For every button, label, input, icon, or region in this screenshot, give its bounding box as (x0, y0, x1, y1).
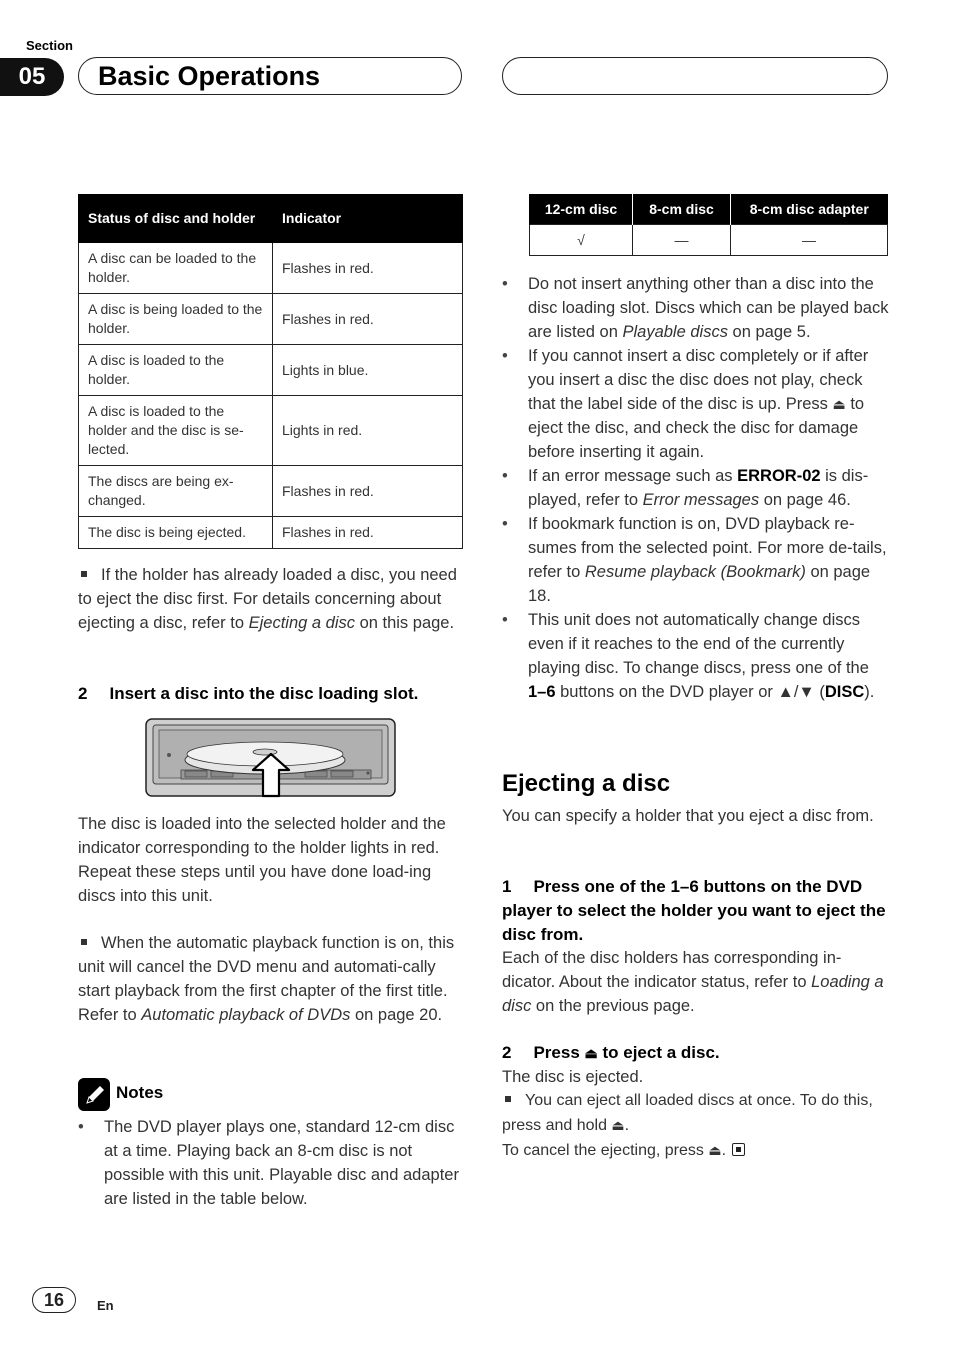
table-header-status: Status of disc and holder (79, 195, 273, 243)
note-eject-all: You can eject all loaded discs at once. To do this, press and hold ⏏. To cancel the ejecting, press ⏏. (502, 1092, 873, 1159)
status-cell: A disc can be loaded to the holder. (79, 243, 273, 294)
language-label: En (97, 1298, 114, 1313)
eject-icon: ⏏ (584, 1045, 598, 1061)
note-square-icon (81, 571, 87, 577)
status-cell: A disc is being loaded to the holder. (79, 294, 273, 345)
indicator-cell: Flashes in red. (273, 243, 463, 294)
notes-title: Notes (116, 1083, 164, 1102)
notes-pen-icon (78, 1078, 110, 1111)
status-cell: The discs are being ex-changed. (79, 466, 273, 517)
eject-icon: ⏏ (832, 396, 846, 412)
note-auto-playback: When the automatic playback function is on, this unit will cancel the DVD menu and automati-cally start playback from the first chapter of the first title. Refer to Automatic playback of DVDs on page 20. (78, 934, 455, 1024)
table-row (79, 243, 463, 294)
step-2-insert: 2 Insert a disc into the disc loading slot. (78, 684, 419, 703)
list-item: • If you cannot insert a disc completely or if after you insert a disc the disc does not play, check that the label side of the disc is up. Press ⏏ to eject the disc, and check the disc for damage before inserting it again. (502, 344, 890, 464)
eject-icon: ⏏ (708, 1142, 722, 1158)
note-square-icon (81, 939, 87, 945)
header-right-frame (502, 57, 888, 95)
ejecting-heading: Ejecting a disc (502, 770, 671, 797)
cell-adapter: — (731, 225, 888, 256)
page-title: Basic Operations (98, 61, 321, 91)
notes-list (78, 1115, 464, 1211)
header-adapter: 8-cm disc adapter (731, 194, 888, 225)
list-item: • If an error message such as ERROR-02 is dis-played, refer to Error messages on page 46. (502, 464, 890, 512)
table-row (530, 225, 888, 256)
step-2-result: The disc is ejected. (502, 1068, 644, 1086)
ejecting-intro: You can specify a holder that you eject a disc from. (502, 807, 874, 825)
eject-icon: ⏏ (611, 1117, 625, 1133)
cell-12cm: √ (530, 225, 633, 256)
disc-compatibility-table (529, 194, 888, 256)
section-number-badge: 05 (0, 58, 64, 96)
list-item: • Do not insert anything other than a disc into the disc loading slot. Discs which can be played back are listed on Playable discs on page 5. (502, 272, 890, 344)
section-label: Section (26, 38, 73, 53)
table-row (79, 396, 463, 466)
table-header-indicator: Indicator (273, 195, 463, 243)
loaded-description: The disc is loaded into the selected holder and the indicator corresponding to the holder lights in red. Repeat these steps until you have done load-ing discs into this unit. (78, 815, 446, 905)
list-item: • This unit does not automatically change discs even if it reaches to the end of the currently playing disc. To change discs, press one of the 1–6 buttons on the DVD player or ▲/▼ (DISC). (502, 608, 890, 704)
disc-slot-illustration (145, 718, 397, 798)
note-eject-first: If the holder has already loaded a disc, you need to eject the disc first. For details concerning about ejecting a disc, refer to Ejecting a disc on this page. (78, 566, 457, 632)
header-8cm: 8-cm disc (633, 194, 731, 225)
table-row (79, 345, 463, 396)
indicator-cell: Flashes in red. (273, 294, 463, 345)
table-row (79, 517, 463, 549)
cell-8cm: — (633, 225, 731, 256)
disc-status-table (78, 194, 463, 549)
step-1-select-holder: 1 Press one of the 1–6 buttons on the DVD player to select the holder you want to eject the disc from. (502, 877, 886, 944)
indicator-cell: Flashes in red. (273, 517, 463, 549)
disc-cautions-list (502, 272, 890, 704)
page-number: 16 (32, 1287, 76, 1313)
indicator-cell: Lights in red. (273, 396, 463, 466)
indicator-cell: Flashes in red. (273, 466, 463, 517)
note-square-icon (505, 1096, 511, 1102)
step-1-description: Each of the disc holders has corresponding in-dicator. About the indicator status, refer to Loading a disc on the previous page. (502, 949, 884, 1015)
indicator-cell: Lights in blue. (273, 345, 463, 396)
table-row (79, 466, 463, 517)
status-cell: A disc is loaded to the holder and the disc is se-lected. (79, 396, 273, 466)
step-2-eject: 2 Press ⏏ to eject a disc. (502, 1043, 720, 1062)
header-12cm: 12-cm disc (530, 194, 633, 225)
status-cell: A disc is loaded to the holder. (79, 345, 273, 396)
list-item: • If bookmark function is on, DVD playback re-sumes from the selected point. For more de-tails, refer to Resume playback (Bookmark) on page 18. (502, 512, 890, 608)
end-mark-icon (732, 1143, 745, 1156)
status-cell: The disc is being ejected. (79, 517, 273, 549)
list-item: • The DVD player plays one, standard 12-cm disc at a time. Playing back an 8-cm disc is not possible with this unit. Playable disc and adapter are listed in the table below. (78, 1115, 464, 1211)
table-row (79, 294, 463, 345)
